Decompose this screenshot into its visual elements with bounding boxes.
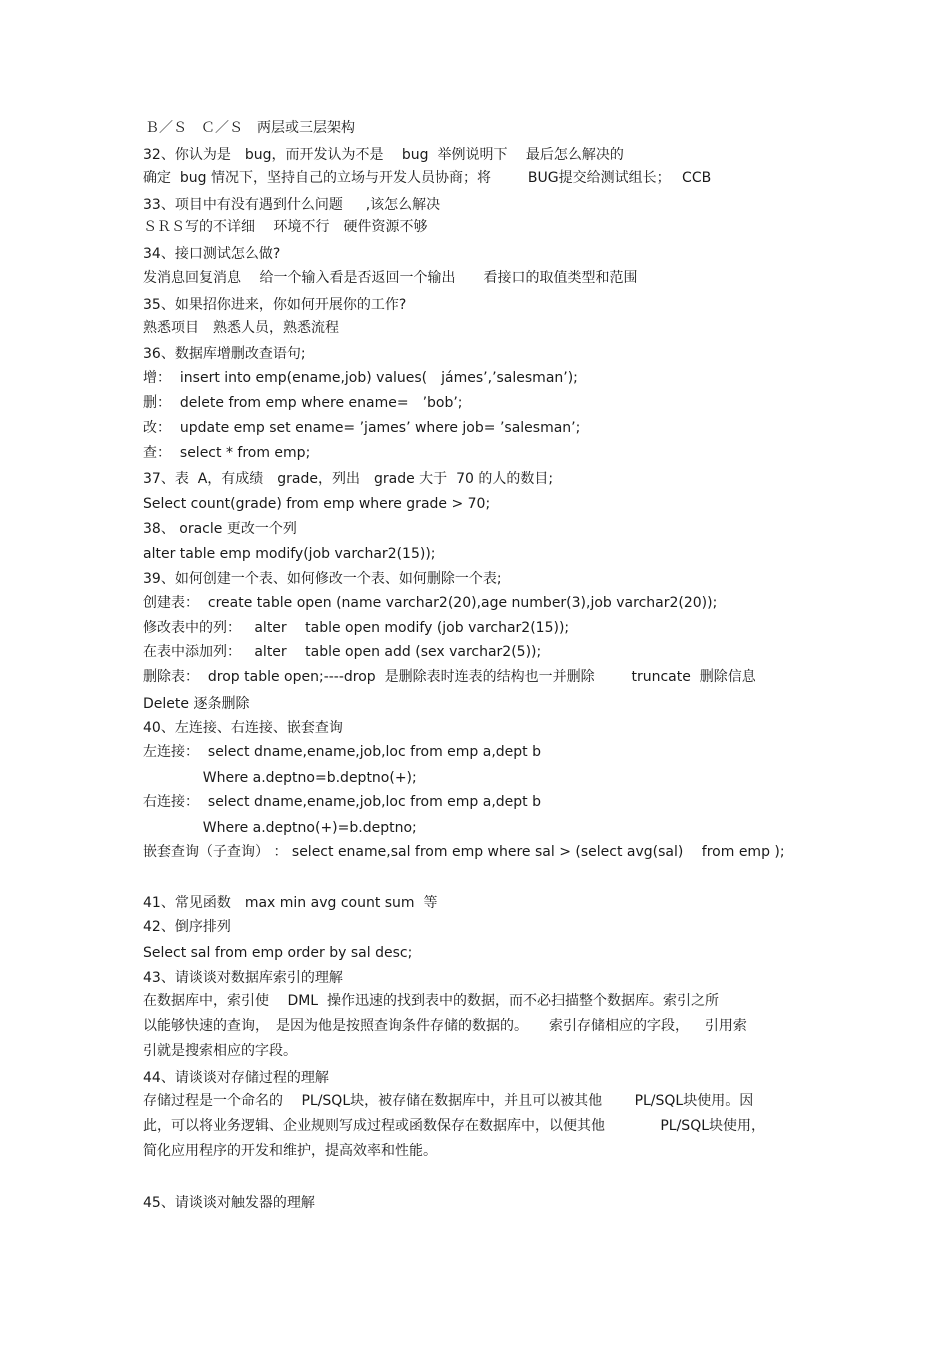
right-join-line-2: Where a.deptno(+)=b.deptno; <box>143 820 417 836</box>
question-36: 36、数据库增删改查语句; <box>143 346 306 362</box>
answer-43-line-1: 在数据库中，索引使 DML 操作迅速的找到表中的数据，而不必扫描整个数据库。索引之所 <box>143 993 720 1009</box>
question-34: 34、接口测试怎么做? <box>143 246 281 262</box>
sql-insert: 增： insert into emp(ename,job) values( jámes’,’salesman’); <box>143 370 578 386</box>
question-32: 32、你认为是 bug，而开发认为不是 bug 举例说明下 最后怎么解决的 <box>143 147 624 163</box>
left-join-line-2: Where a.deptno=b.deptno(+); <box>143 770 417 786</box>
sql-drop-table: 删除表： drop table open;----drop 是删除表时连表的结构也一并删除 truncate 删除信息 <box>143 669 756 685</box>
answer-38: alter table emp modify(job varchar2(15)); <box>143 546 436 562</box>
sql-modify-column: 修改表中的列： alter table open modify (job varchar2(15)); <box>143 620 570 636</box>
answer-44-line-2: 此，可以将业务逻辑、企业规则写成过程或函数保存在数据库中，以便其他 PL/SQL块使用， <box>143 1118 766 1134</box>
subquery-line: 嵌套查询（子查询） ： select ename,sal from emp where sal > (select avg(sal) from emp ); <box>143 844 785 860</box>
answer-44-line-3: 简化应用程序的开发和维护，提高效率和性能。 <box>143 1143 437 1159</box>
sql-select: 查： select * from emp; <box>143 445 311 461</box>
question-39: 39、如何创建一个表、如何修改一个表、如何删除一个表; <box>143 571 502 587</box>
sql-delete-note: Delete 逐条删除 <box>143 696 250 712</box>
sql-create-table: 创建表： create table open (name varchar2(20),age number(3),job varchar2(20)); <box>143 595 718 611</box>
question-41: 41、常见函数 max min avg count sum 等 <box>143 895 438 911</box>
question-42: 42、倒序排列 <box>143 919 231 935</box>
question-38: 38、 oracle 更改一个列 <box>143 521 297 537</box>
question-45: 45、请谈谈对触发器的理解 <box>143 1195 315 1211</box>
question-44: 44、请谈谈对存储过程的理解 <box>143 1070 329 1086</box>
sql-update: 改： update emp set ename= ’james’ where job= ’salesman’; <box>143 420 581 436</box>
question-40: 40、左连接、右连接、嵌套查询 <box>143 720 343 736</box>
question-33: 33、项目中有没有遇到什么问题 ,该怎么解决 <box>143 197 441 213</box>
question-43: 43、请谈谈对数据库索引的理解 <box>143 970 343 986</box>
answer-34: 发消息回复消息 给一个输入看是否返回一个输出 看接口的取值类型和范围 <box>143 270 638 286</box>
right-join-line-1: 右连接： select dname,ename,job,loc from emp a,dept b <box>143 794 542 810</box>
sql-delete: 删： delete from emp where ename= ’bob’; <box>143 395 463 411</box>
answer-32: 确定 bug 情况下，坚持自己的立场与开发人员协商；将 BUG提交给测试组长； CCB <box>143 170 712 186</box>
answer-33: ＳＲＳ写的不详细 环境不行 硬件资源不够 <box>143 219 428 235</box>
sql-add-column: 在表中添加列： alter table open add (sex varchar2(5)); <box>143 644 542 660</box>
answer-43-line-2: 以能够快速的查询， 是因为他是按照查询条件存储的数据的。 索引存储相应的字段， 引用索 <box>143 1018 747 1034</box>
text-line-bs-cs: Ｂ／Ｓ Ｃ／Ｓ 两层或三层架构 <box>145 120 355 136</box>
answer-44-line-1: 存储过程是一个命名的 PL/SQL块，被存储在数据库中，并且可以被其他 PL/SQL块使用。因 <box>143 1093 754 1109</box>
answer-42: Select sal from emp order by sal desc; <box>143 945 413 961</box>
answer-43-line-3: 引就是搜索相应的字段。 <box>143 1043 297 1059</box>
question-35: 35、如果招你进来，你如何开展你的工作? <box>143 297 407 313</box>
left-join-line-1: 左连接： select dname,ename,job,loc from emp a,dept b <box>143 744 542 760</box>
question-37: 37、表 A，有成绩 grade，列出 grade 大于 70 的人的数目; <box>143 471 554 487</box>
answer-35: 熟悉项目 熟悉人员，熟悉流程 <box>143 320 339 336</box>
answer-37: Select count(grade) from emp where grade > 70; <box>143 496 491 512</box>
